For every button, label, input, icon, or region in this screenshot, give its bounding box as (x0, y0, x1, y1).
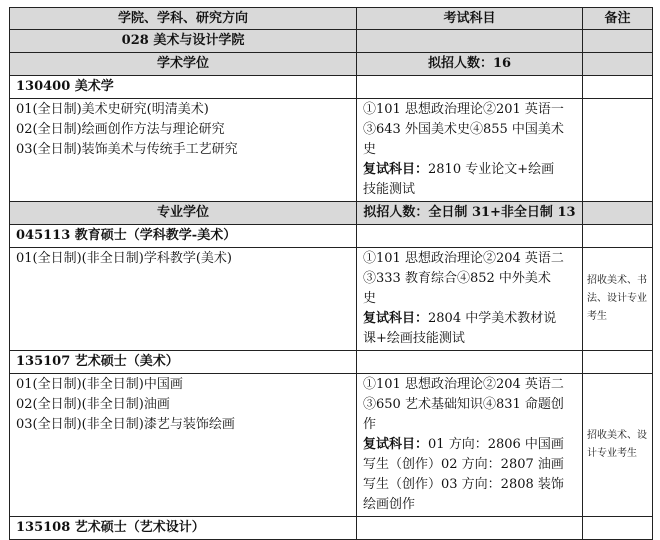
exam-subjects: ①101 思想政治理论②204 英语二 ③650 艺术基础知识④831 命题创 作 复试科目：01 方向：2806 中国画 写生（创作）02 方向：2807 油画 写生（创作）03 方向：2808 装饰 绘画创作 (357, 374, 583, 517)
direction-item: 01(全日制)(非全日制)中国画 (16, 377, 183, 392)
academic-quota: 拟招人数：16 (357, 53, 583, 76)
exam-subjects: ①101 思想政治理论②201 英语一 ③643 外国美术史④855 中国美术 史 复试科目：2810 专业论文+绘画 技能测试 (357, 99, 583, 202)
research-directions (10, 374, 357, 517)
direction-item: 01(全日制)美术史研究(明清美术) (16, 102, 209, 117)
header-row (10, 8, 653, 30)
retest-label: 复试科目： (363, 162, 429, 177)
professional-degree-row (10, 202, 653, 225)
direction-item: 02(全日制)绘画创作方法与理论研究 (16, 122, 225, 137)
col-header-exam: 考试科目 (357, 8, 583, 30)
research-directions (10, 248, 357, 351)
program-title-row (10, 351, 653, 374)
college-name: 028 美术与设计学院 (10, 30, 357, 53)
academic-degree-row (10, 53, 653, 76)
col-header-note: 备注 (583, 8, 653, 30)
program-detail-row (10, 99, 653, 202)
retest-label: 复试科目： (363, 437, 429, 452)
program-title: 135107 艺术硕士（美术） (10, 351, 357, 374)
exam-subjects: ①101 思想政治理论②204 英语二 ③333 教育综合④852 中外美术 史 复试科目：2804 中学美术教材说 课+绘画技能测试 (357, 248, 583, 351)
retest-label: 复试科目： (363, 311, 429, 326)
program-title: 135108 艺术硕士（艺术设计） (10, 517, 357, 540)
program-title: 130400 美术学 (10, 76, 357, 99)
college-row (10, 30, 653, 53)
direction-item: 03(全日制)装饰美术与传统手工艺研究 (16, 142, 238, 157)
academic-degree-label: 学术学位 (10, 53, 357, 76)
direction-item: 01(全日制)(非全日制)学科教学(美术) (16, 251, 232, 266)
professional-degree-label: 专业学位 (10, 202, 357, 225)
program-detail-row (10, 374, 653, 517)
remark: 招收美术、设 计专业考生 (583, 374, 653, 517)
program-detail-row (10, 248, 653, 351)
professional-quota: 拟招人数：全日制 31+非全日制 13 (357, 202, 583, 225)
research-directions (10, 99, 357, 202)
admissions-table (9, 7, 653, 540)
remark: 招收美术、书 法、设计专业 考生 (583, 248, 653, 351)
program-title-row (10, 517, 653, 540)
col-header-direction: 学院、学科、研究方向 (10, 8, 357, 30)
direction-item: 02(全日制)(非全日制)油画 (16, 397, 170, 412)
program-title: 045113 教育硕士（学科教学-美术） (10, 225, 357, 248)
direction-item: 03(全日制)(非全日制)漆艺与装饰绘画 (16, 417, 235, 432)
program-title-row (10, 225, 653, 248)
program-title-row (10, 76, 653, 99)
